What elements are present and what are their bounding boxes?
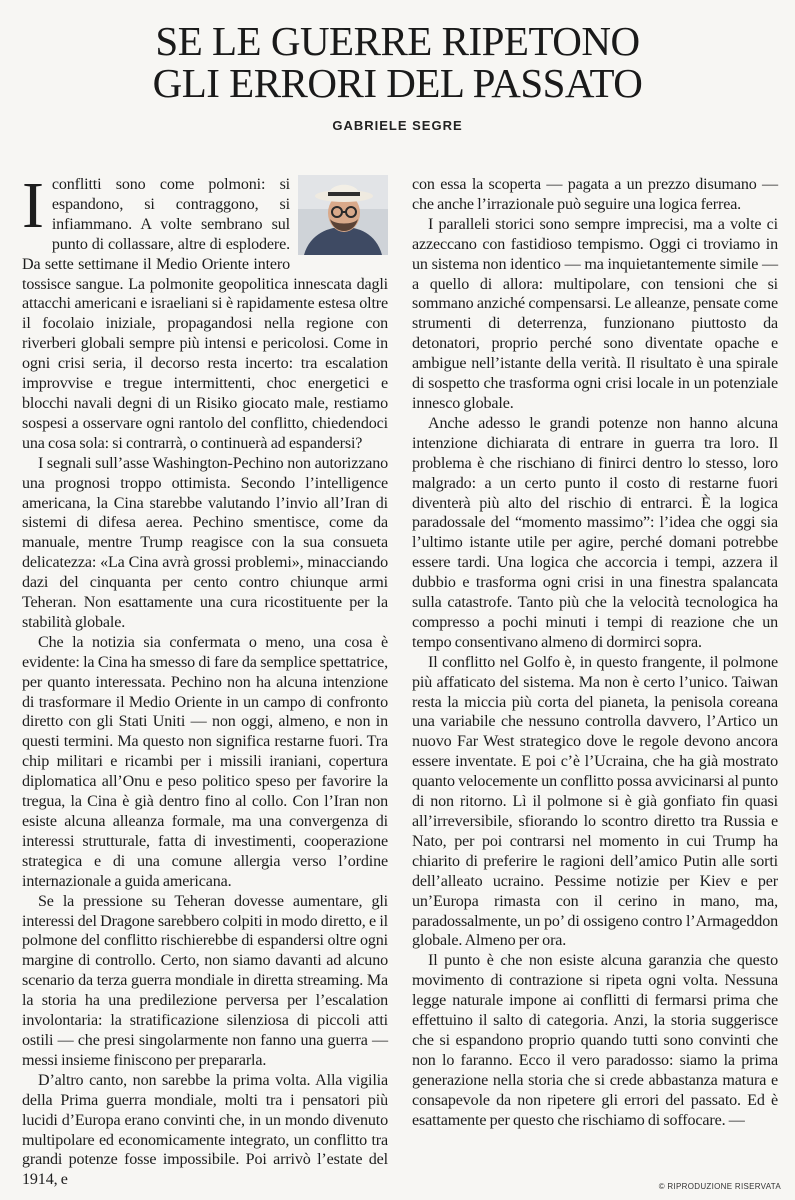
article-paragraph-2: I segnali sull’asse Washington-Pechino non autorizzano una prognosi troppo ottimista. Secondo l’intelligence americana, la Cina starebbe valutando l’invio all’Iran di sistemi di difesa aerea. Pechino smentisce, come da manuale, mentre Trump reagisce con la sua consueta delicatezza: «La Cina avrà grossi problemi», minacciando dazi del cinquanta per cento contro chiunque armi Teheran. Non esattamente una cura ricostituente per la stabilità globale. — [22, 454, 388, 631]
headline — [0, 20, 795, 104]
headline-line-2: GLI ERRORI DEL PASSATO — [152, 60, 643, 106]
article-paragraph-4: Se la pressione su Teheran dovesse aumentare, gli interessi del Dragone sarebbero colpiti in modo diretto, e il polmone del conflitto rischierebbe di espandersi oltre ogni margine di controllo. Certo, non siamo davanti ad alcuno scenario da terza guerra mondiale in diretta streaming. Ma la storia ha una predilezione perversa per l’escalation involontaria: la stratificazione silenziosa di piccoli atti ostili — che presi singolarmente non fanno una guerra — messi insieme finiscono per prepararla. — [22, 892, 388, 1069]
drop-cap: I — [22, 169, 44, 242]
article-paragraph-6: con essa la scoperta — pagata a un prezzo disumano — che anche l’irrazionale può seguire una logica ferrea. — [412, 176, 778, 213]
article-column-left — [22, 169, 388, 1190]
article-paragraph-8: Anche adesso le grandi potenze non hanno alcuna intenzione dichiarata di entrare in guerra tra loro. Il problema è che rischiano di finirci dentro lo stesso, loro malgrado: a un certo punto il costo di restarne fuori diventerà più alto del rischio di entrarci. È la logica paradossale del “momento massimo”: l’idea che oggi sia l’ultimo istante utile per agire, perché domani potrebbe essere tardi. Una logica che accorcia i tempi, azzera il dubbio e trasforma ogni crisi in una finestra spalancata sulla catastrofe. Tanto più che la velocità tecnologica ha compresso a pochi minuti i tempi di reazione che un tempo consentivano almeno di dormirci sopra. — [412, 414, 778, 651]
article-paragraph-9: Il conflitto nel Golfo è, in questo frangente, il polmone più affaticato del sistema. Ma non è certo l’unico. Taiwan resta la miccia più corta del pianeta, la penisola coreana una variabile che nessuno controlla davvero, l’Artico un nuovo Far West strategico dove le regole devono ancora essere inventate. E poi c’è l’Ucraina, che ha già mostrato quanto velocemente un conflitto possa avvicinarsi al punto di non ritorno. Lì il polmone si è già gonfiato fin quasi all’irreversibile, sfiorando lo scontro diretto tra Russia e Nato, per poi contrarsi nel momento in cui Trump ha chiarito di preferire le ragioni dell’amico Putin alle sorti dell’alleato ucraino. Pessime notizie per Kiev e per un’Europa rimasta con il cerino in mano, ma, paradossalmente, un po’ di ossigeno contro l’Armageddon globale. Almeno per ora. — [412, 653, 778, 950]
article-paragraph-7: I paralleli storici sono sempre imprecisi, ma a volte ci azzeccano con fastidioso tempismo. Oggi ci troviamo in un sistema non identico — ma inquietantemente simile — a quello di allora: multipolare, con tensioni che si sommano anziché compensarsi. Le alleanze, pensate come strumenti di deterrenza, funzionano piuttosto da detonatori, proprio perché sono diventate opache e ambigue nell’istante della verità. Il risultato è una spirale di sospetto che trasforma ogni crisi locale in un potenziale innesco globale. — [412, 215, 778, 412]
article-column-right — [412, 175, 778, 1131]
byline: GABRIELE SEGRE — [332, 118, 463, 133]
headline-line-1: SE LE GUERRE RIPETONO — [155, 18, 640, 64]
article-paragraph-1 — [22, 169, 388, 454]
article-paragraph-10: Il punto è che non esiste alcuna garanzia che questo movimento di contrazione si ripeta ogni volta. Nessuna legge naturale impone ai conflitti di fermarsi prima che effettuino il salto di categoria. Anzi, la storia suggerisce che si espandono proprio quando tutti sono convinti che non lo faranno. Ecco il vero paradosso: siamo la prima generazione nella storia che si crede abbastanza matura e consapevole da non ripetere gli errori del passato. Ed è esattamente per questo che rischiamo di soffocare. — — [412, 952, 778, 1129]
copyright-notice: © RIPRODUZIONE RISERVATA — [658, 1182, 781, 1191]
author-photo — [298, 175, 388, 255]
article-paragraph-3: Che la notizia sia confermata o meno, una cosa è evidente: la Cina ha smesso di fare da semplice spettatrice, per quanto interessata. Pechino non ha alcuna intenzione di trasformare il Medio Oriente in un campo di confronto diretto con gli Stati Uniti — non oggi, almeno, e non in questi termini. Ma questo non significa restarne fuori. Tra chip militari e ricambi per i missili iraniani, copertura diplomatica all’Onu e peso politico speso per favorire la tregua, la Cina è già dentro fino al collo. Con l’Iran non esiste alcuna alleanza formale, ma una convergenza di interessi strutturale, fatta di investimenti, cooperazione strategica e di una comune allergia verso l’ordine internazionale a guida americana. — [22, 633, 388, 890]
article-paragraph-5: D’altro canto, non sarebbe la prima volta. Alla vigilia della Prima guerra mondiale, molti tra i pensatori più lucidi d’Europa erano convinti che, in un mondo divenuto multipolare ed economicamente integrato, un conflitto tra grandi potenze fosse impossibile. Poi arrivò l’estate del 1914, e — [22, 1071, 388, 1189]
article-text-1: conflitti sono come polmoni: si espandono, si contraggono, si infiammano. A volte sembrano sul punto di collassare, altre di esplodere. Da sette settimane il Medio Oriente intero tossisce sangue. La polmonite geopolitica innescata dagli attacchi americani e israeliani si è rapidamente estesa oltre il focolaio iniziale, propagandosi nella regione con riverberi globali sempre più intensi e pericolosi. Come in ogni crisi seria, il decorso resta incerto: tra escalation improvvise e tregue intermittenti, choc energetici e blocchi navali degni di un Risiko giocato male, restiamo sospesi a osservare ogni rantolo del conflitto, chiedendoci una cosa sola: si contrarrà, o continuerà ad espandersi? — [22, 176, 388, 452]
